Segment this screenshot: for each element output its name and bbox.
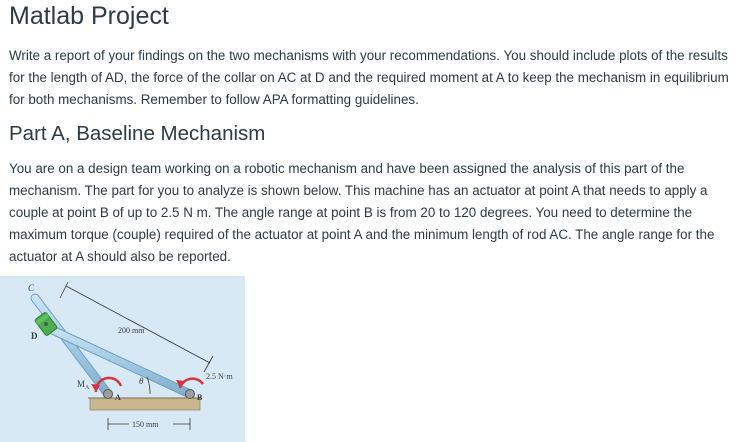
dimension-line-200 (66, 286, 210, 363)
label-c: C (28, 283, 35, 293)
mechanism-diagram (0, 276, 245, 442)
label-a: A (115, 393, 121, 402)
label-200mm: 200 mm (118, 326, 145, 335)
label-ma-sub: A (85, 385, 90, 391)
dimension-tick-top (60, 282, 68, 298)
label-couple: 2.5 N·m (206, 372, 233, 381)
label-ma (77, 379, 90, 391)
label-d: D (31, 331, 38, 341)
pin-a (104, 390, 113, 399)
section-paragraph: You are on a design team working on a robotic mechanism and have been assigned the analysis of this part of the mechanism. The part for you to analyze is shown below. This machine has an actuator at point A that needs to apply a couple at point B of up to 2.5 N m. The angle range at point B is from 20 to 120 degrees. You need to determine the maximum torque (couple) required of the actuator at point A and the minimum length of rod AC. The angle range for the actuator at A should also be reported. (9, 161, 715, 264)
pin-b (186, 390, 195, 399)
section-heading: Part A, Baseline Mechanism (9, 122, 266, 145)
label-theta: θ (139, 376, 144, 386)
ground-base (90, 398, 200, 410)
intro-paragraph: Write a report of your findings on the two mechanisms with your recommendations. You should include plots of the results for the length of AD, the force of the collar on AC at D and the required moment at A to keep the mechanism in equilibrium for both mechanisms. Remember to follow APA formatting guidelines. (9, 48, 729, 107)
dimension-tick-bottom (204, 356, 213, 372)
label-150mm: 150 mm (132, 420, 159, 429)
label-b: B (197, 393, 203, 402)
mechanism-figure (0, 276, 245, 442)
page-content (9, 0, 734, 268)
page-title: Matlab Project (9, 2, 169, 30)
label-ma-main: M (77, 379, 86, 389)
pin-d (44, 322, 48, 326)
